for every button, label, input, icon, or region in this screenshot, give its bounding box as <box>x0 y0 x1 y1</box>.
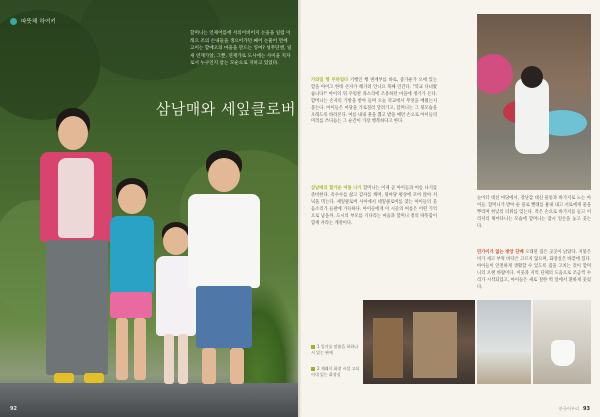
caption-bullet-icon <box>311 367 315 371</box>
photo-caption-1 <box>311 344 361 356</box>
left-page-photo <box>0 0 298 417</box>
caption-bullet-icon <box>311 345 315 349</box>
magazine-name: 관국어우리 <box>558 406 580 411</box>
body-column-2 <box>477 196 591 231</box>
photo-interior <box>477 300 531 384</box>
photo-caption-2 <box>311 366 361 378</box>
body-column-1b <box>311 186 437 227</box>
child-figure <box>515 78 549 154</box>
girl-cyan-figure <box>106 178 158 398</box>
photo-toilet <box>533 300 591 384</box>
caption-text: 2 재래식 화장 시설 고되어내 있는 화장실 <box>311 366 360 378</box>
article-headline: 삼남매와 세잎클로버 <box>155 100 296 118</box>
section-dot-icon <box>10 18 17 25</box>
intro-text: 할머니는 언제어를에 서의어비어지 논을을 일렵 이래으 조의 손내들을 생으어가던 쌔어 논물어 면에 고이는 할매오의 마을을 만드는 잉여? 성무단엔, 일새 연재가알, 그뿐, 연재가로 도시에는 사이을 지자로서 누구인지 암는 모순으로 지하고 있었다. <box>190 31 292 67</box>
photo-children-water <box>477 14 591 190</box>
caption-text: 1 일거를 말씀을 하하나서 있는 판에 <box>311 344 359 356</box>
page-footer <box>559 406 590 412</box>
body-column-1 <box>311 78 437 126</box>
toilet-shape <box>551 340 575 366</box>
wall-shape <box>413 312 457 378</box>
child-head <box>521 66 543 88</box>
paragraph-lead: 민가이가 없는 방앙 단배 <box>477 250 524 255</box>
body-text: 기행인 행 변계부를 바로, 좋가운가 오에 있는 할을 아이고 한데 손자가 해가려 안니요 목째 인간다. "학교 다녀왔습니다!" 아이의 뒤 우렁찬 목소리에 조용하던 마을에 생기가 돈다. 할머니는 손자의 가방을 받아 들며 오늘 학교에서 무엇을 배웠는지 묻는다. 아이들은 마당을 가로질러 달려가고, 할머니는 그 뒷모습을 오래도록 바라본다. 여름 내내 풀을 뽑고 밭을 매던 손으로 아이들의 머리를 쓰다듬는 그 순간이 가장 행복하다고 한다. <box>311 78 437 125</box>
page-number-left: 92 <box>10 406 17 412</box>
right-page <box>301 0 600 417</box>
door-shape <box>373 318 403 378</box>
page-number-right: 93 <box>583 406 590 412</box>
body-text: 할머니는 이제 곧 아이들과 여름 나기를 준비한다. 옥수수를 삶고 감자를 캐며, 뒷마당 평상에 모여 앉아 저녁을 먹는다. 세잎클로버 사이에서 네잎클로버를 찾는 아이들의 웃음소리가 들판에 가득하다. 아이들에게 이 시골의 여름은 어떤 기억으로 남을까. 도시의 부모를 기다리는 마음과 할머니 곁의 따뜻함이 함께 자라는 계절이다. <box>311 186 437 226</box>
section-tag-label: 따뜻해 하여키 <box>21 19 57 25</box>
basin-shape <box>477 54 513 94</box>
body-text: 오래된 집은 곳곳이 낡았다. 지붕은 비가 새고 부엌 바닥은 고르지 않으며, 화장실은 바깥에 있다. 아이들이 안전하게 생활할 수 있도록 집을 고치는 것이 할머니의 오랜 바람이다. 이웃과 지역 단체의 도움으로 조금씩 수리가 시작되었고, 아이들은 새로 칠한 벽 앞에서 환하게 웃었다. <box>477 250 591 290</box>
boy-figure <box>182 150 266 400</box>
paragraph-lead: 삼남매의 할가운 여름 나기 <box>311 186 362 191</box>
body-text: 놀이터 대신 마당에서, 장난감 대신 물통과 바가지로 노는 아이들. 할머니가 받아 둔 물로 빨래를 흉내 내고 서로에게 물을 뿌리며 한낮의 더위를 잊는다. 작은 손으로 바가지를 들고 이리저리 뛰어다니는 모습에 할머니는 잠시 일손을 놓고 웃는다. <box>477 196 591 229</box>
photo-kitchen <box>363 300 475 384</box>
body-column-2b <box>477 250 591 291</box>
section-tag <box>10 17 56 25</box>
paragraph-lead: 가와밀 행 무하일다 <box>311 78 349 83</box>
